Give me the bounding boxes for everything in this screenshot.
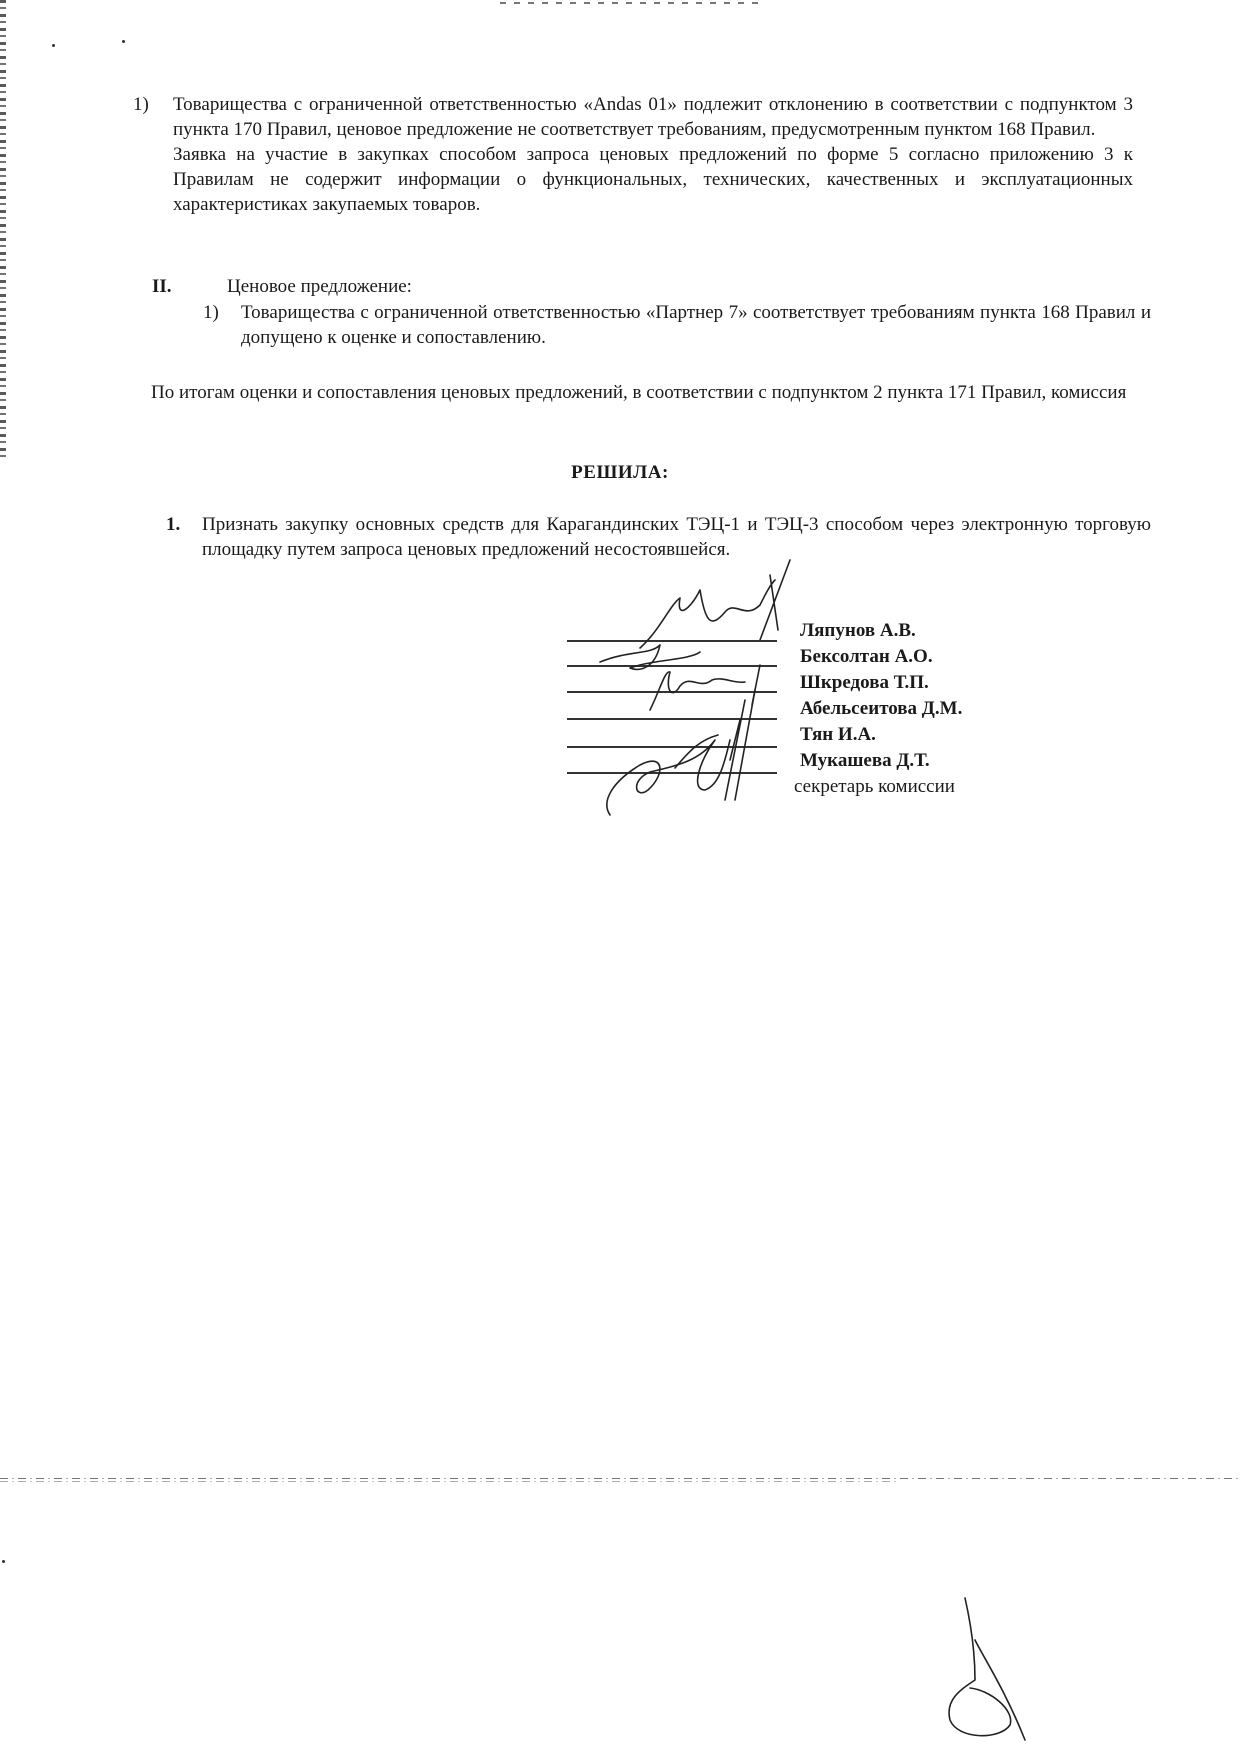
member-name: Тян И.А. [800,724,876,745]
member-name: Мукашева Д.Т. [800,750,930,771]
signature-mark [607,690,755,815]
admission-paragraph: Товарищества с ограниченной ответственностью «Партнер 7» соответствует требованиям пункта 168 Правил и допущено к оценке и сопоставлению. [241,302,1151,348]
section-numeral: II. [152,276,172,297]
secretary-label: секретарь комиссии [794,776,955,797]
rejection-paragraph: Товарищества с ограниченной ответственностью «Andas 01» подлежит отклонению в соответствии с подпунктом 3 пункта 170 Правил, ценовое предложение не соответствует требованиям, предусмотренным пунктом 168 Правил. [173,94,1133,140]
application-paragraph: Заявка на участие в закупках способом запроса ценовых предложений по форме 5 согласно приложению 3 к Правилам не содержит информации о функциональных, технических, качественных и эксплуатационных характеристиках закупаемых товаров. [173,144,1133,215]
signature-mark [650,665,760,710]
summary-paragraph: По итогам оценки и сопоставления ценовых предложений, в соответствии с подпунктом 2 пункта 171 Правил, комиссия [151,382,1127,403]
decision-heading: РЕШИЛА: [571,462,669,483]
member-name: Ляпунов А.В. [800,620,916,641]
decision-number: 1. [166,514,181,535]
section-title: Ценовое предложение: [227,276,412,297]
signature-mark [600,645,700,669]
item-number: 1) [133,94,149,115]
signature-mark [640,560,790,648]
member-name: Бексолтан А.О. [800,646,933,667]
signature-mark [949,1598,1025,1740]
footer-rule [0,1481,900,1482]
footer-rule [0,1478,1240,1479]
item-number: 1) [203,302,219,323]
member-name: Шкредова Т.П. [800,672,929,693]
member-name: Абельсеитова Д.М. [800,698,963,719]
decision-text: Признать закупку основных средств для Карагандинских ТЭЦ-1 и ТЭЦ-3 способом через электронную торговую площадку путем запроса ценовых предложений несостоявшейся. [202,514,1151,560]
